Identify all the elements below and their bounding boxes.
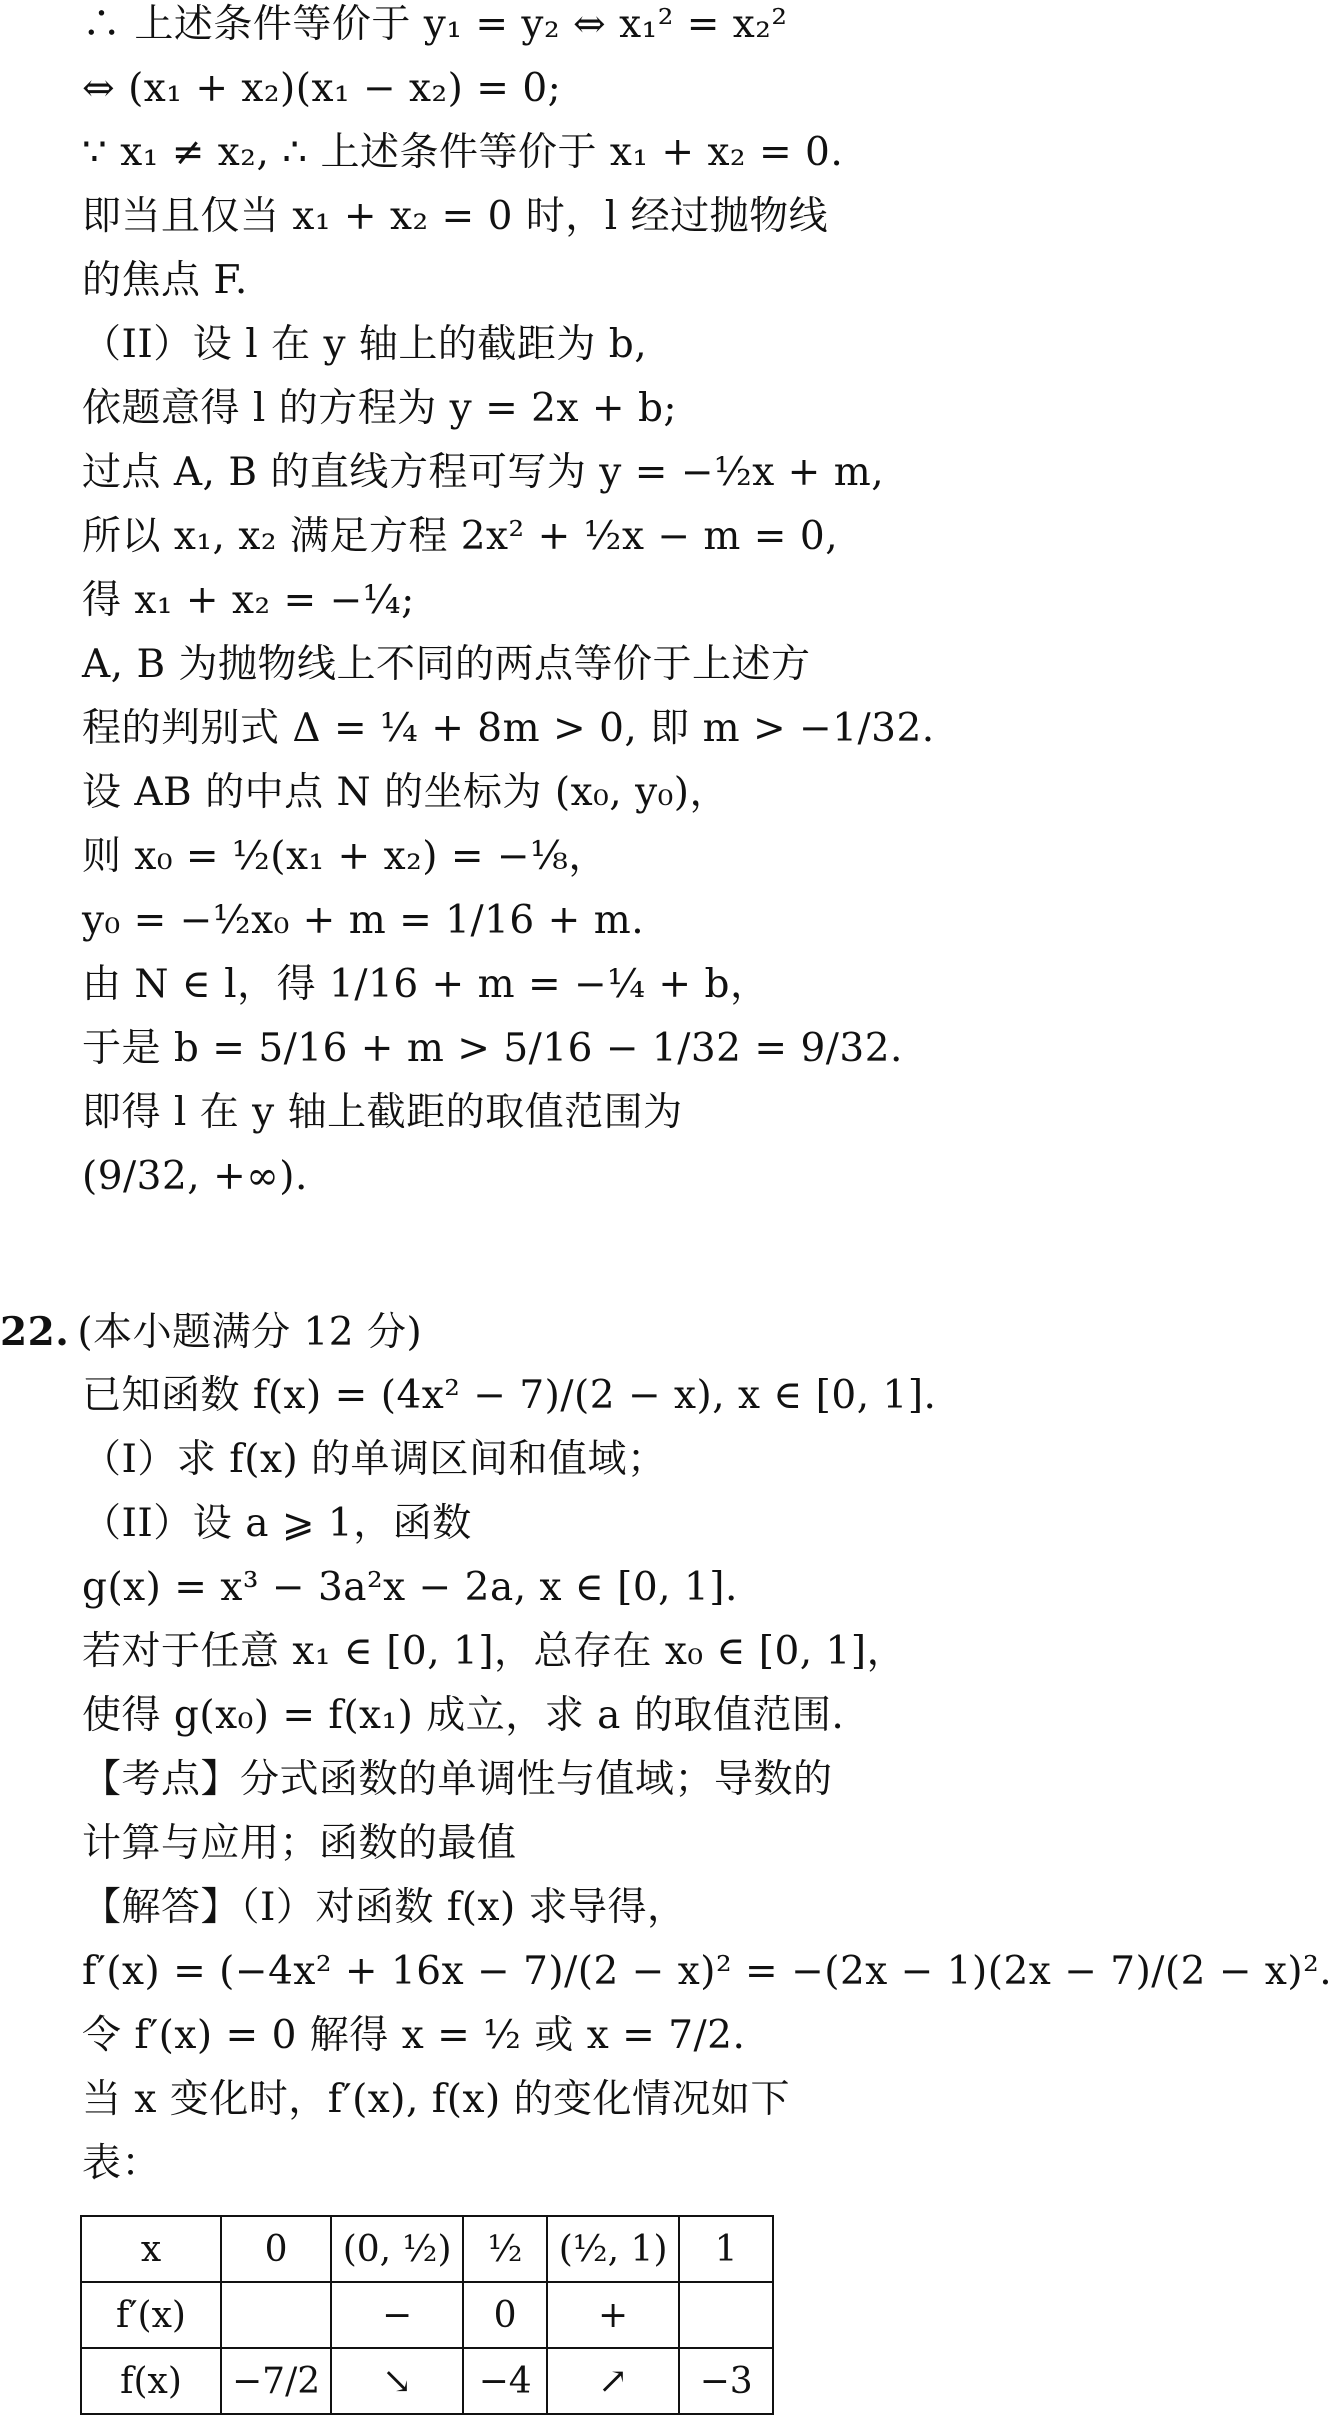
table-cell: f′(x) [81,2282,221,2348]
table-row [81,2282,773,2348]
table-cell: (½, 1) [547,2216,679,2282]
table-cell: −4 [463,2348,547,2414]
text-line: 已知函数 f(x) = (4x² − 7)/(2 − x), x ∈ [0, 1]. [82,1373,937,1418]
text-line: （II）设 a ⩾ 1，函数 [82,1501,472,1546]
text-line: ∴ 上述条件等价于 y₁ = y₂ ⇔ x₁² = x₂² [82,2,788,47]
text-line: (9/32, +∞). [82,1154,308,1199]
text-line: y₀ = −½x₀ + m = 1/16 + m. [82,898,645,943]
text-line: ∵ x₁ ≠ x₂, ∴ 上述条件等价于 x₁ + x₂ = 0. [82,130,844,175]
table-row [81,2348,773,2414]
table-cell: −3 [679,2348,773,2414]
text-line: f′(x) = (−4x² + 16x − 7)/(2 − x)² = −(2x − 1)(2x − 7)/(2 − x)². [82,1949,1332,1994]
text-line: 计算与应用；函数的最值 [82,1821,517,1866]
text-line: 程的判别式 Δ = ¼ + 8m > 0, 即 m > −1/32. [82,706,935,751]
problem-number: 22. [0,1309,70,1355]
table-cell [221,2282,331,2348]
table-cell: x [81,2216,221,2282]
problem-22-heading [0,1307,422,1358]
text-line: ⇔ (x₁ + x₂)(x₁ − x₂) = 0; [82,66,562,111]
text-line: 【解答】（I）对函数 f(x) 求导得， [82,1885,687,1930]
table-cell: −7/2 [221,2348,331,2414]
table-cell: ↘ [331,2348,463,2414]
table-cell: ½ [463,2216,547,2282]
text-line: 即当且仅当 x₁ + x₂ = 0 时，l 经过抛物线 [82,194,829,239]
text-line: 则 x₀ = ½(x₁ + x₂) = −⅛， [82,834,608,879]
text-line: （II）设 l 在 y 轴上的截距为 b, [82,322,648,367]
text-line: （I）求 f(x) 的单调区间和值域； [82,1437,667,1482]
variation-table [80,2215,774,2415]
table-cell: ↗ [547,2348,679,2414]
text-line: A, B 为抛物线上不同的两点等价于上述方 [82,642,811,687]
text-line: 使得 g(x₀) = f(x₁) 成立，求 a 的取值范围. [82,1693,845,1738]
text-line: 依题意得 l 的方程为 y = 2x + b; [82,386,678,431]
table-cell: + [547,2282,679,2348]
text-line: 的焦点 F. [82,258,248,303]
table-cell [679,2282,773,2348]
text-line: 设 AB 的中点 N 的坐标为 (x₀, y₀)， [82,770,729,815]
table-cell: 1 [679,2216,773,2282]
table-row [81,2216,773,2282]
text-line: 于是 b = 5/16 + m > 5/16 − 1/32 = 9/32. [82,1026,903,1071]
text-line: 即得 l 在 y 轴上截距的取值范围为 [82,1090,683,1135]
table-cell: (0, ½) [331,2216,463,2282]
table-cell: 0 [221,2216,331,2282]
text-line: 所以 x₁, x₂ 满足方程 2x² + ½x − m = 0, [82,514,839,559]
text-line: 若对于任意 x₁ ∈ [0, 1]，总存在 x₀ ∈ [0, 1]， [82,1629,907,1674]
text-line: 由 N ∈ l，得 1/16 + m = −¼ + b， [82,962,770,1007]
text-line: 表： [82,2141,162,2186]
table-cell: f(x) [81,2348,221,2414]
text-line: g(x) = x³ − 3a²x − 2a, x ∈ [0, 1]. [82,1565,738,1610]
text-line: 得 x₁ + x₂ = −¼; [82,578,415,623]
text-line: 【考点】分式函数的单调性与值域；导数的 [82,1757,833,1802]
text-line: 令 f′(x) = 0 解得 x = ½ 或 x = 7/2. [82,2013,746,2058]
table-cell: − [331,2282,463,2348]
problem-header: (本小题满分 12 分) [77,1310,423,1355]
text-line: 当 x 变化时，f′(x), f(x) 的变化情况如下 [82,2077,791,2122]
text-line: 过点 A, B 的直线方程可写为 y = −½x + m, [82,450,885,495]
table-cell: 0 [463,2282,547,2348]
